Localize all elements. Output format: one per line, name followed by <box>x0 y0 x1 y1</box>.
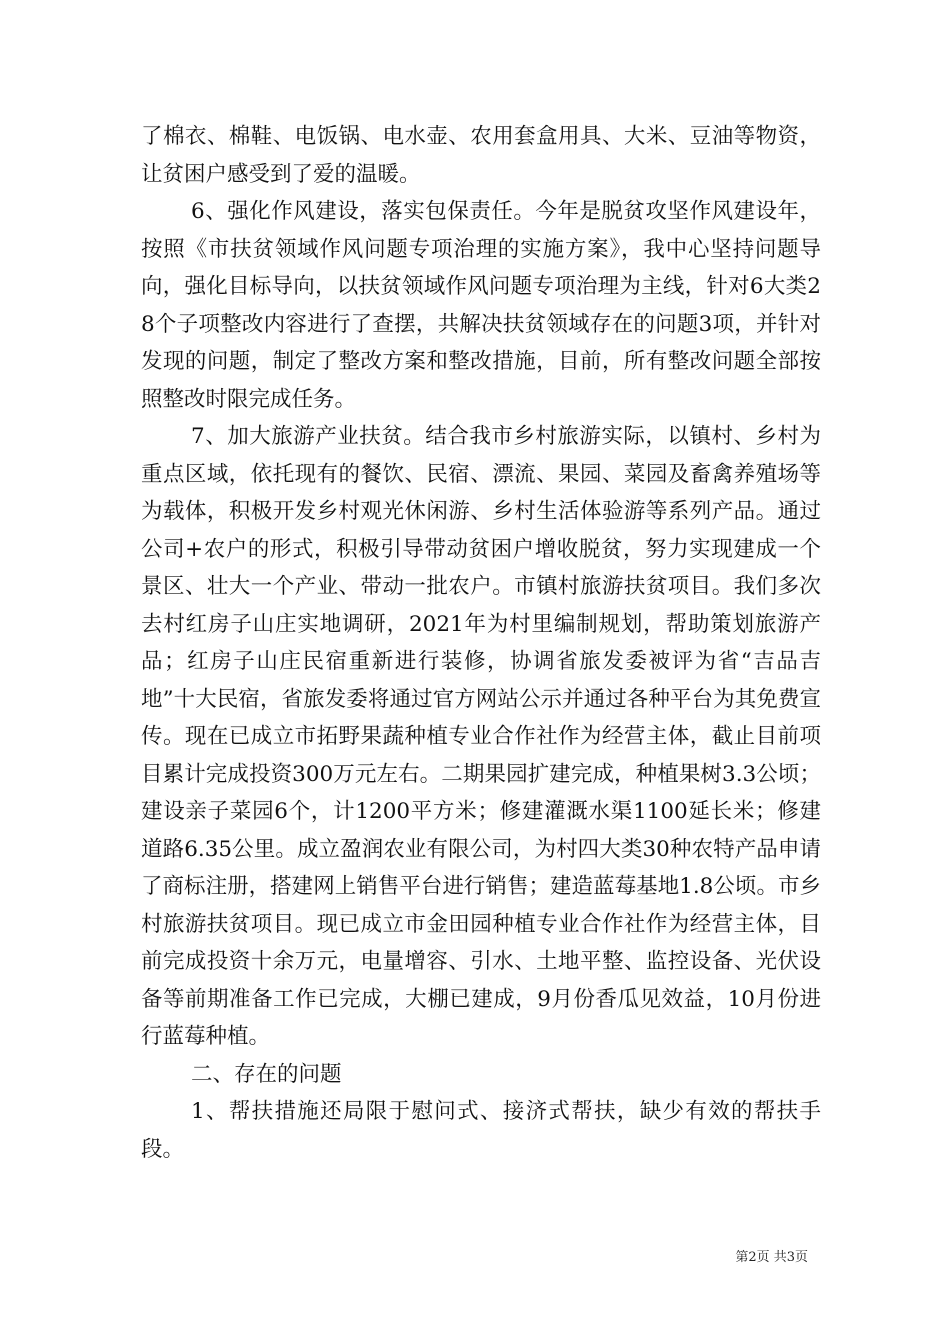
paragraph-continuation: 了棉衣、棉鞋、电饭锅、电水壶、农用套盒用具、大米、豆油等物资，让贫困户感受到了爱的温暖。 <box>141 124 821 187</box>
paragraph-item-7: 7、加大旅游产业扶贫。结合我市乡村旅游实际，以镇村、乡村为重点区域，依托现有的餐饮、民宿、漂流、果园、菜园及畜禽养殖场等为载体，积极开发乡村观光休闲游、乡村生活体验游等系列产品。通过公司+农户的形式，积极引导带动贫困户增收脱贫，努力实现建成一个景区、壮大一个产业、带动一批农户。市镇村旅游扶贫项目。我们多次去村红房子山庄实地调研，2021年为村里编制规划，帮助策划旅游产品；红房子山庄民宿重新进行装修，协调省旅发委被评为省“吉品吉地”十大民宿，省旅发委将通过官方网站公示并通过各种平台为其免费宣传。现在已成立市拓野果蔬种植专业合作社作为经营主体，截止目前项目累计完成投资300万元左右。二期果园扩建完成，种植果树3.3公顷；建设亲子菜园6个，计1200平方米；修建灌溉水渠1100延长米；修建道路6.35公里。成立盈润农业有限公司，为村四大类30种农特产品申请了商标注册，搭建网上销售平台进行销售；建造蓝莓基地1.8公顷。市乡村旅游扶贫项目。现已成立市金田园种植专业合作社作为经营主体，目前完成投资十余万元，电量增容、引水、土地平整、监控设备、光伏设备等前期准备工作已完成，大棚已建成，9月份香瓜见效益，10月份进行蓝莓种植。 <box>141 424 821 1049</box>
document-body <box>141 118 821 1168</box>
section-heading-problems: 二、存在的问题 <box>191 1061 342 1087</box>
page-number-footer: 第2页 共3页 <box>735 1250 808 1265</box>
paragraph-item-6: 6、强化作风建设，落实包保责任。今年是脱贫攻坚作风建设年，按照《市扶贫领域作风问题专项治理的实施方案》，我中心坚持问题导向，强化目标导向，以扶贫领域作风问题专项治理为主线，针对6大类28个子项整改内容进行了查摆，共解决扶贫领域存在的问题3项，并针对发现的问题，制定了整改方案和整改措施，目前，所有整改问题全部按照整改时限完成任务。 <box>141 199 821 412</box>
paragraph-problem-1: 1、帮扶措施还局限于慰问式、接济式帮扶，缺少有效的帮扶手段。 <box>141 1099 821 1162</box>
